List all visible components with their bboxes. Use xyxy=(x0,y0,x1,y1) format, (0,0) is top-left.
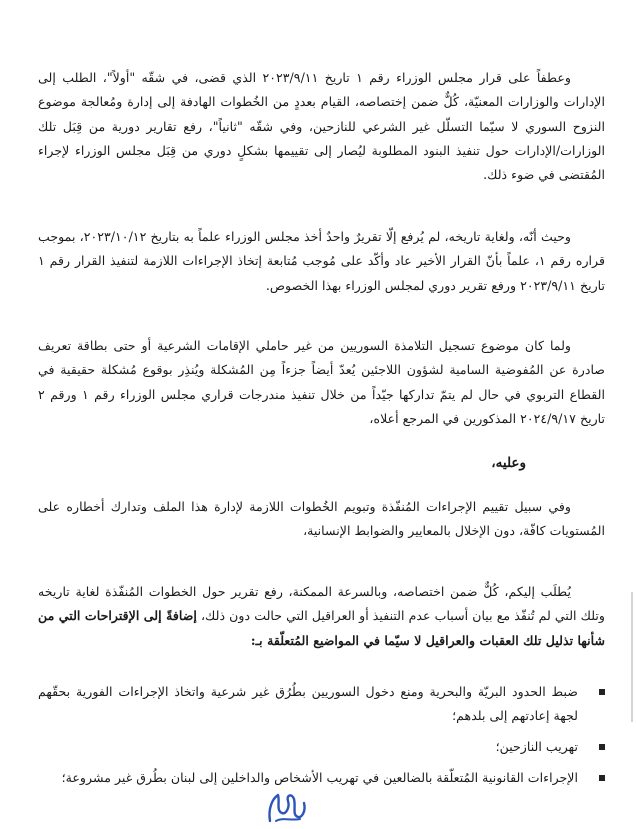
square-bullet-icon xyxy=(599,689,605,695)
list-item xyxy=(38,680,605,728)
paragraph-4-text: وفي سبيل تقييم الإجراءات المُنفّذة وتبويم الخُطوات اللازمة لإدارة هذا الملف وتدارك أخطاره على المُستويات كافّة، دون الإخلال بالمعايير والضوابط الإنسانية، xyxy=(38,499,605,539)
paragraph-1 xyxy=(38,66,605,187)
paragraph-4 xyxy=(38,495,605,544)
square-bullet-icon xyxy=(599,775,605,781)
list-item-text: تهريب النازحين؛ xyxy=(495,739,578,754)
topics-list xyxy=(38,680,605,797)
list-item-text: الإجراءات القانونية المُتعلّقة بالضالعين في تهريب الأشخاص والداخلين إلى لبنان بطُرق غير مشروعة؛ xyxy=(61,770,578,785)
paragraph-5-text: يُطلَب إليكم، كُلٌّ ضمن اختصاصه، وبالسرعة الممكنة، رفع تقرير حول الخطوات المُنفّذة لغاية تاريخه وتلك التي لم تُنفّذ مع بيان أسباب عدم التنفيذ أو العراقيل التي حالت دون ذلك، xyxy=(38,584,605,624)
paragraph-5-emphasis: إضافةً إلى الإقتراحات التي من شأنها تذليل تلك العقبات والعراقيل لا سيّما في المواضيع المُتعلّقة بـ: xyxy=(38,608,605,648)
paragraph-5 xyxy=(38,580,605,653)
list-item-text: ضبط الحدود البريّة والبحرية ومنع دخول السوريين بطُرُق غير شرعية واتخاذ الإجراءات الفورية بحقّهم لجهة إعادتهم إلى بلدهم؛ xyxy=(38,684,578,723)
page-edge-shadow xyxy=(631,592,633,722)
list-item xyxy=(38,766,605,790)
paragraph-2 xyxy=(38,225,605,298)
paragraph-2-text: وحيث أنّه، ولغاية تاريخه، لم يُرفع إلّا تقريرٌ واحدٌ أخذ مجلس الوزراء علماً به بتاريخ ٢٠٢٣/١٠/١٢، بموجب قراره رقم ١، علماً بأنّ القرار الأخير عاد وأكّد على مُوجب مُتابعة إتخاذ الإجراءات اللازمة لتنفيذ القرار رقم ١ تاريخ ٢٠٢٣/٩/١١ ورفع تقرير دوري لمجلس الوزراء بهذا الخصوص. xyxy=(38,229,606,293)
handwritten-signature xyxy=(262,787,312,827)
paragraph-3 xyxy=(38,334,605,431)
list-item xyxy=(38,735,605,759)
square-bullet-icon xyxy=(599,744,605,750)
paragraph-1-text: وعطفاً على قرار مجلس الوزراء رقم ١ تاريخ ٢٠٢٣/٩/١١ الذي قضى، في شقّه "أولاً"، الطلب إلى الإدارات والوزارات المعنيّة، كُلٌّ ضمن إختصاصه، القيام بعددٍ من الخُطوات الهادفة إلى إدارة ومُعالجة موضوع النزوح السوري لا سيّما التسلّل غير الشرعي للنازحين، وفي شقّه "ثانياً"، رفع تقارير دورية من قِبَل تلك الوزارات/الإدارات حول تنفيذ البنود المطلوبة ليُصار إلى تقييمها بشكلٍ دوري من قِبَل مجلس الوزراء لإجراء المُقتضى في ضوء ذلك. xyxy=(38,70,605,183)
paragraph-3-text: ولما كان موضوع تسجيل التلامذة السوريين من غير حاملي الإقامات الشرعية أو حتى بطاقة تعريف صادرة عن المُفوضية السامية لشؤون اللاجئين يُعدّ أيضاً جزءاً مِن المُشكلة ويُنذِر بوقوع مُشكلة حقيقية في القطاع التربوي في حال لم يتمّ تداركها جيّداً من خلال تنفيذ مندرجات قراري مجلس الوزراء رقم ١ ورقم ٢ تاريخ ٢٠٢٤/٩/١٧ المذكورين في المرجع أعلاه، xyxy=(38,338,606,426)
section-heading: وعليه، xyxy=(491,455,526,471)
